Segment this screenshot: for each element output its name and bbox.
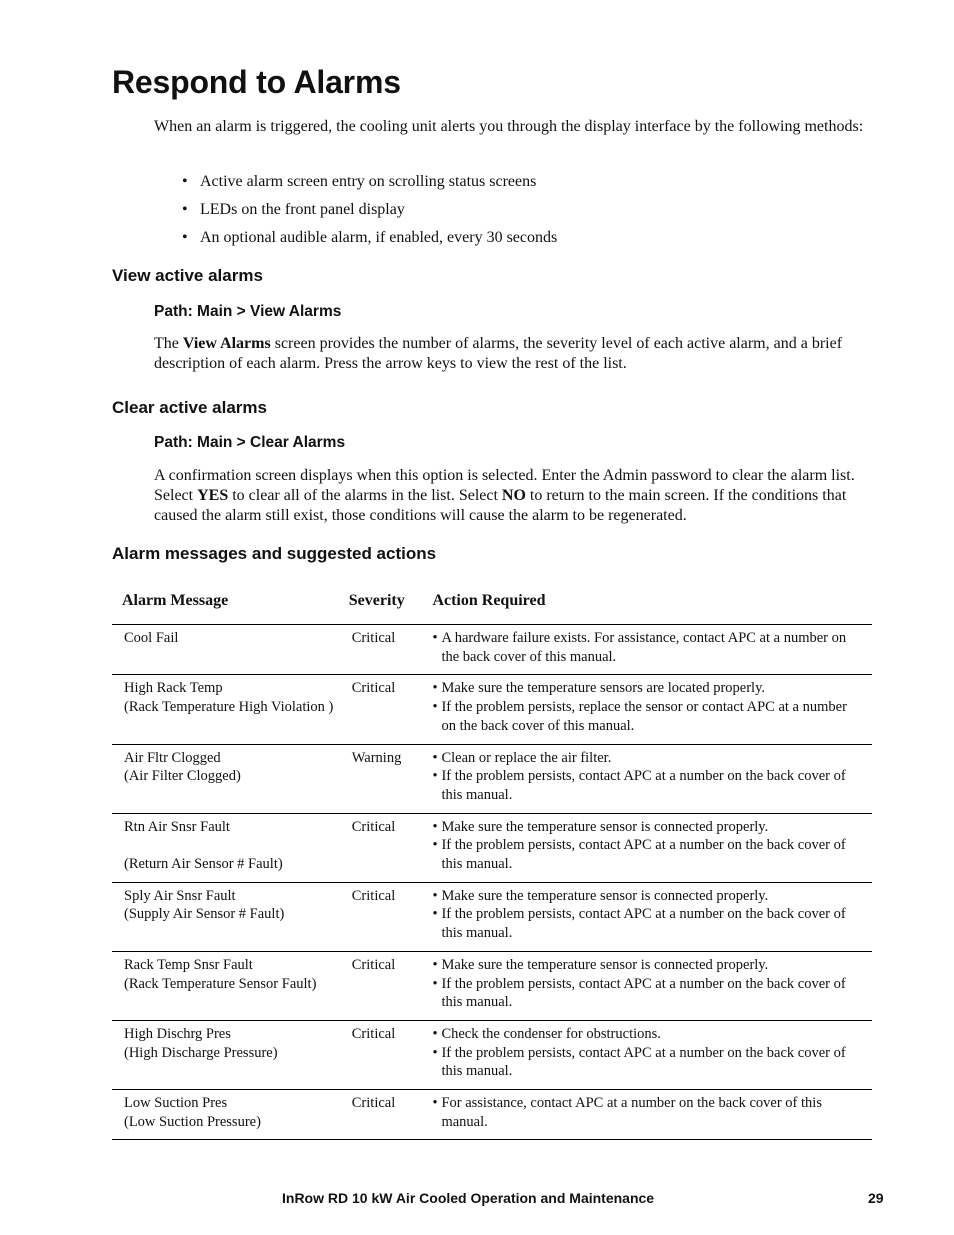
alarm-code: Air Fltr Clogged xyxy=(124,749,221,766)
action-list xyxy=(432,1025,862,1081)
severity-cell: Critical xyxy=(349,813,433,882)
list-item: • If the problem persists, contact APC at a number on the back cover of this manual. xyxy=(432,1044,846,1080)
bullet-icon: • xyxy=(432,906,438,923)
action-list xyxy=(432,956,862,1012)
list-item: • LEDs on the front panel display xyxy=(182,201,405,218)
table-row xyxy=(112,951,872,1020)
action-list xyxy=(432,887,862,943)
list-item: • An optional audible alarm, if enabled, every 30 seconds xyxy=(182,229,558,246)
alarm-description: (High Discharge Pressure) xyxy=(124,1044,278,1061)
alarm-code: Cool Fail xyxy=(124,630,179,646)
action-required-cell xyxy=(432,744,872,813)
alarm-message-cell xyxy=(112,744,349,813)
view-alarms-description: The View Alarms screen provides the number of alarms, the severity level of each active alarm, and a brief description of each alarm. Press the arrow keys to view the rest of the list. xyxy=(154,335,843,372)
alarm-message-cell xyxy=(112,882,349,951)
action-list xyxy=(432,749,862,805)
alarm-message-cell xyxy=(112,951,349,1020)
bullet-icon: • xyxy=(432,749,438,766)
list-item: • Clean or replace the air filter. xyxy=(432,749,612,766)
list-item: • If the problem persists, contact APC at a number on the back cover of this manual. xyxy=(432,768,846,803)
severity-cell: Critical xyxy=(349,951,433,1020)
bullet-icon: • xyxy=(432,680,438,697)
alarm-code: Rtn Air Snsr Fault xyxy=(124,818,230,835)
bullet-icon: • xyxy=(432,1095,438,1112)
spacer xyxy=(124,836,349,855)
alert-methods-list xyxy=(182,172,557,256)
alarm-description: (Rack Temperature High Violation ) xyxy=(124,699,334,716)
table-row xyxy=(112,625,872,675)
list-item: • Check the condenser for obstructions. xyxy=(432,1025,661,1042)
clear-alarms-heading: Clear active alarms xyxy=(112,398,267,417)
action-required-cell xyxy=(432,813,872,882)
table-row xyxy=(112,675,872,744)
alarm-description: (Air Filter Clogged) xyxy=(124,768,241,785)
bullet-icon: • xyxy=(432,975,438,992)
table-row xyxy=(112,813,872,882)
list-item: • If the problem persists, contact APC at a number on the back cover of this manual. xyxy=(432,837,846,873)
column-header-action-required: Action Required xyxy=(432,590,872,625)
bullet-icon: • xyxy=(432,818,438,835)
action-list xyxy=(432,629,862,666)
table-row xyxy=(112,1090,872,1140)
action-list xyxy=(432,818,862,874)
bullet-icon: • xyxy=(432,887,438,904)
table-row xyxy=(112,1020,872,1089)
severity-cell: Critical xyxy=(349,882,433,951)
bullet-icon: • xyxy=(432,1044,438,1061)
alarm-message-cell xyxy=(112,625,349,675)
footer-document-title: InRow RD 10 kW Air Cooled Operation and Maintenance xyxy=(282,1190,655,1206)
bullet-icon: • xyxy=(432,768,438,785)
alarm-code: Rack Temp Snsr Fault xyxy=(124,956,253,973)
action-required-cell xyxy=(432,675,872,744)
table-header-row xyxy=(112,590,872,625)
action-list xyxy=(432,679,862,735)
alarm-message-cell xyxy=(112,675,349,744)
list-item: • A hardware failure exists. For assistance, contact APC at a number on the back cover of this manual. xyxy=(432,630,847,665)
clear-alarms-path: Path: Main > Clear Alarms xyxy=(154,434,346,451)
list-item: • Active alarm screen entry on scrolling status screens xyxy=(182,173,537,190)
alarm-messages-table xyxy=(112,590,872,1140)
severity-cell: Critical xyxy=(349,1020,433,1089)
alarm-description: (Supply Air Sensor # Fault) xyxy=(124,906,285,923)
column-header-severity: Severity xyxy=(349,590,433,625)
alarm-code: Sply Air Snsr Fault xyxy=(124,887,236,904)
action-list xyxy=(432,1094,862,1131)
action-required-cell xyxy=(432,951,872,1020)
bullet-icon: • xyxy=(182,173,188,190)
bullet-icon: • xyxy=(432,956,438,973)
column-header-alarm-message: Alarm Message xyxy=(112,590,349,625)
view-alarms-heading: View active alarms xyxy=(112,266,263,285)
table-row xyxy=(112,744,872,813)
alarm-description: (Rack Temperature Sensor Fault) xyxy=(124,975,317,992)
alarm-table-body xyxy=(112,625,872,1140)
table-row xyxy=(112,882,872,951)
page-number: 29 xyxy=(868,1190,884,1206)
severity-cell: Warning xyxy=(349,744,433,813)
intro-paragraph: When an alarm is triggered, the cooling unit alerts you through the display interface by the following methods: xyxy=(154,118,864,135)
severity-cell: Critical xyxy=(349,675,433,744)
action-required-cell xyxy=(432,882,872,951)
clear-alarms-description: A confirmation screen displays when this option is selected. Enter the Admin password to clear the alarm list. Select YES to clear all of the alarms in the list. Select NO to return to the main screen. If the conditions that caused the alarm still exist, those conditions will cause the alarm to be regenerated. xyxy=(154,467,855,524)
list-item: • For assistance, contact APC at a number on the back cover of this manual. xyxy=(432,1095,822,1130)
action-required-cell xyxy=(432,1020,872,1089)
list-item: • Make sure the temperature sensors are located properly. xyxy=(432,680,765,697)
alarm-code: Low Suction Pres xyxy=(124,1095,228,1112)
alarm-description: (Low Suction Pressure) xyxy=(124,1113,261,1130)
alarm-message-cell xyxy=(112,813,349,882)
list-item: • Make sure the temperature sensor is connected properly. xyxy=(432,887,769,904)
bullet-icon: • xyxy=(432,837,438,854)
list-item: • Make sure the temperature sensor is connected properly. xyxy=(432,956,769,973)
view-alarms-path: Path: Main > View Alarms xyxy=(154,303,342,320)
bullet-icon: • xyxy=(182,201,188,218)
bullet-icon: • xyxy=(432,699,438,716)
severity-cell: Critical xyxy=(349,1090,433,1140)
alarm-messages-heading: Alarm messages and suggested actions xyxy=(112,544,437,563)
severity-cell: Critical xyxy=(349,625,433,675)
page-title: Respond to Alarms xyxy=(112,64,401,100)
alarm-message-cell xyxy=(112,1090,349,1140)
bullet-icon: • xyxy=(432,1025,438,1042)
action-required-cell xyxy=(432,625,872,675)
alarm-description: (Return Air Sensor # Fault) xyxy=(124,856,283,873)
alarm-message-cell xyxy=(112,1020,349,1089)
action-required-cell xyxy=(432,1090,872,1140)
bullet-icon: • xyxy=(182,229,188,246)
alarm-code: High Rack Temp xyxy=(124,680,223,697)
list-item: • If the problem persists, contact APC at a number on the back cover of this manual. xyxy=(432,975,846,1011)
list-item: • If the problem persists, replace the sensor or contact APC at a number on the back cover of this manual. xyxy=(432,699,847,734)
list-item: • Make sure the temperature sensor is connected properly. xyxy=(432,818,769,835)
bullet-icon: • xyxy=(432,630,438,646)
alarm-code: High Dischrg Pres xyxy=(124,1025,231,1042)
list-item: • If the problem persists, contact APC at a number on the back cover of this manual. xyxy=(432,906,846,942)
